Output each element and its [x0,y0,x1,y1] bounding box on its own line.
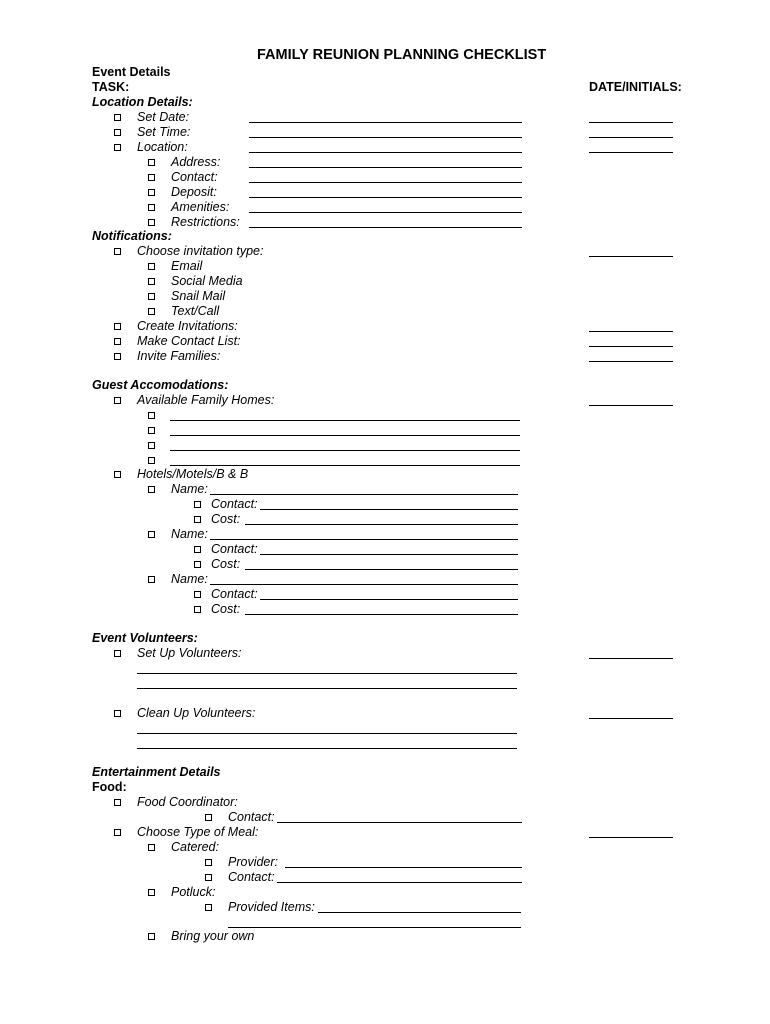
cleanup-volunteers-initials[interactable] [589,718,673,719]
hotel-3-name-label: Name: [171,572,208,586]
provider-field[interactable] [285,867,522,868]
food-coordinator-contact-label: Contact: [228,810,275,824]
hotel-1-contact-label: Contact: [211,497,258,511]
email-option: Email [171,259,203,273]
food-coordinator-label: Food Coordinator: [137,795,238,809]
cleanup-volunteers-label: Clean Up Volunteers: [137,706,256,720]
checkbox-hotel-2-contact[interactable] [194,546,201,553]
bring-your-own-label: Bring your own [171,929,255,943]
hotel-2-cost-field[interactable] [245,569,518,570]
amenities-label: Amenities: [171,200,230,214]
provided-items-field-2[interactable] [228,927,521,928]
invite-families-label: Invite Families: [137,349,221,363]
checkbox-text-call[interactable] [148,308,155,315]
section-event-details: Event Details [92,65,171,79]
hotel-1-cost-field[interactable] [245,524,518,525]
section-guest-accommodations: Guest Accomodations: [92,378,229,392]
choose-invitation-initials[interactable] [589,256,673,257]
checkbox-hotel-1-name[interactable] [148,486,155,493]
set-time-initials[interactable] [589,137,673,138]
checkbox-hotel-3-cost[interactable] [194,606,201,613]
restrictions-field[interactable] [249,227,522,228]
checkbox-choose-invitation[interactable] [114,248,121,255]
home-4-field[interactable] [170,465,520,466]
checkbox-amenities[interactable] [148,204,155,211]
hotel-1-name-label: Name: [171,482,208,496]
page-title: FAMILY REUNION PLANNING CHECKLIST [257,47,547,63]
checkbox-provider[interactable] [205,859,212,866]
checkbox-bring-your-own[interactable] [148,933,155,940]
checkbox-setup-volunteers[interactable] [114,650,121,657]
section-entertainment-details: Entertainment Details [92,765,221,779]
home-1-field[interactable] [170,420,520,421]
food-coordinator-contact-field[interactable] [277,822,522,823]
checkbox-hotel-3-contact[interactable] [194,591,201,598]
date-initials-header: DATE/INITIALS: [589,80,682,94]
set-time-field[interactable] [249,137,522,138]
checkbox-potluck[interactable] [148,889,155,896]
hotel-2-contact-label: Contact: [211,542,258,556]
checkbox-make-contact-list[interactable] [114,338,121,345]
provided-items-label: Provided Items: [228,900,315,914]
section-location-details: Location Details: [92,95,193,109]
section-food: Food: [92,780,127,794]
create-invitations-initials[interactable] [589,331,673,332]
invite-families-initials[interactable] [589,361,673,362]
amenities-field[interactable] [249,212,522,213]
checkbox-choose-meal[interactable] [114,829,121,836]
checkbox-home-2[interactable] [148,427,155,434]
hotel-3-contact-label: Contact: [211,587,258,601]
checkbox-social-media[interactable] [148,278,155,285]
deposit-label: Deposit: [171,185,217,199]
available-homes-initials[interactable] [589,405,673,406]
catered-label: Catered: [171,840,219,854]
hotel-2-name-label: Name: [171,527,208,541]
contact-label: Contact: [171,170,218,184]
setup-volunteers-label: Set Up Volunteers: [137,646,242,660]
checkbox-home-4[interactable] [148,457,155,464]
available-homes-label: Available Family Homes: [137,393,275,407]
task-header: TASK: [92,80,130,94]
text-call-option: Text/Call [171,304,220,318]
checkbox-snail-mail[interactable] [148,293,155,300]
checkbox-catered[interactable] [148,844,155,851]
checkbox-cleanup-volunteers[interactable] [114,710,121,717]
checkbox-hotel-2-cost[interactable] [194,561,201,568]
provider-label: Provider: [228,855,279,869]
checkbox-invite-families[interactable] [114,353,121,360]
checkbox-set-date[interactable] [114,114,121,121]
section-event-volunteers: Event Volunteers: [92,631,198,645]
checkbox-home-1[interactable] [148,412,155,419]
hotel-1-contact-field[interactable] [260,509,518,510]
hotel-1-cost-label: Cost: [211,512,241,526]
checkbox-create-invitations[interactable] [114,323,121,330]
home-2-field[interactable] [170,435,520,436]
choose-meal-label: Choose Type of Meal: [137,825,259,839]
set-date-initials[interactable] [589,122,673,123]
catered-contact-field[interactable] [277,882,522,883]
checkbox-provided-items[interactable] [205,904,212,911]
location-initials[interactable] [589,152,673,153]
hotel-3-cost-label: Cost: [211,602,241,616]
deposit-field[interactable] [249,197,522,198]
checkbox-catered-contact[interactable] [205,874,212,881]
set-date-label: Set Date: [137,110,190,124]
set-date-field[interactable] [249,122,522,123]
hotel-2-contact-field[interactable] [260,554,518,555]
checkbox-deposit[interactable] [148,189,155,196]
checkbox-hotel-1-cost[interactable] [194,516,201,523]
checkbox-restrictions[interactable] [148,219,155,226]
create-invitations-label: Create Invitations: [137,319,238,333]
section-notifications: Notifications: [92,229,172,243]
provided-items-field[interactable] [318,912,521,913]
checkbox-address[interactable] [148,159,155,166]
cleanup-volunteers-line-2[interactable] [137,748,517,749]
checkbox-location[interactable] [114,144,121,151]
make-contact-list-initials[interactable] [589,346,673,347]
social-media-option: Social Media [171,274,243,288]
address-field[interactable] [249,167,522,168]
set-time-label: Set Time: [137,125,191,139]
restrictions-label: Restrictions: [171,215,240,229]
potluck-label: Potluck: [171,885,216,899]
catered-contact-label: Contact: [228,870,275,884]
choose-meal-initials[interactable] [589,837,673,838]
cleanup-volunteers-line-1[interactable] [137,733,517,734]
contact-field[interactable] [249,182,522,183]
location-field[interactable] [249,152,522,153]
hotel-3-contact-field[interactable] [260,599,518,600]
checkbox-hotels[interactable] [114,471,121,478]
choose-invitation-label: Choose invitation type: [137,244,264,258]
address-label: Address: [171,155,221,169]
setup-volunteers-initials[interactable] [589,658,673,659]
hotel-1-name-field[interactable] [210,494,518,495]
checkbox-hotel-2-name[interactable] [148,531,155,538]
setup-volunteers-line-1[interactable] [137,673,517,674]
checkbox-food-coordinator[interactable] [114,799,121,806]
checkbox-hotel-3-name[interactable] [148,576,155,583]
snail-mail-option: Snail Mail [171,289,226,303]
setup-volunteers-line-2[interactable] [137,688,517,689]
hotel-2-name-field[interactable] [210,539,518,540]
hotel-3-name-field[interactable] [210,584,518,585]
make-contact-list-label: Make Contact List: [137,334,241,348]
checkbox-set-time[interactable] [114,129,121,136]
hotel-2-cost-label: Cost: [211,557,241,571]
checkbox-home-3[interactable] [148,442,155,449]
hotels-label: Hotels/Motels/B & B [137,467,249,481]
checkbox-contact[interactable] [148,174,155,181]
checkbox-available-homes[interactable] [114,397,121,404]
hotel-3-cost-field[interactable] [245,614,518,615]
checkbox-hotel-1-contact[interactable] [194,501,201,508]
location-label: Location: [137,140,188,154]
checkbox-email[interactable] [148,263,155,270]
home-3-field[interactable] [170,450,520,451]
checkbox-food-coordinator-contact[interactable] [205,814,212,821]
